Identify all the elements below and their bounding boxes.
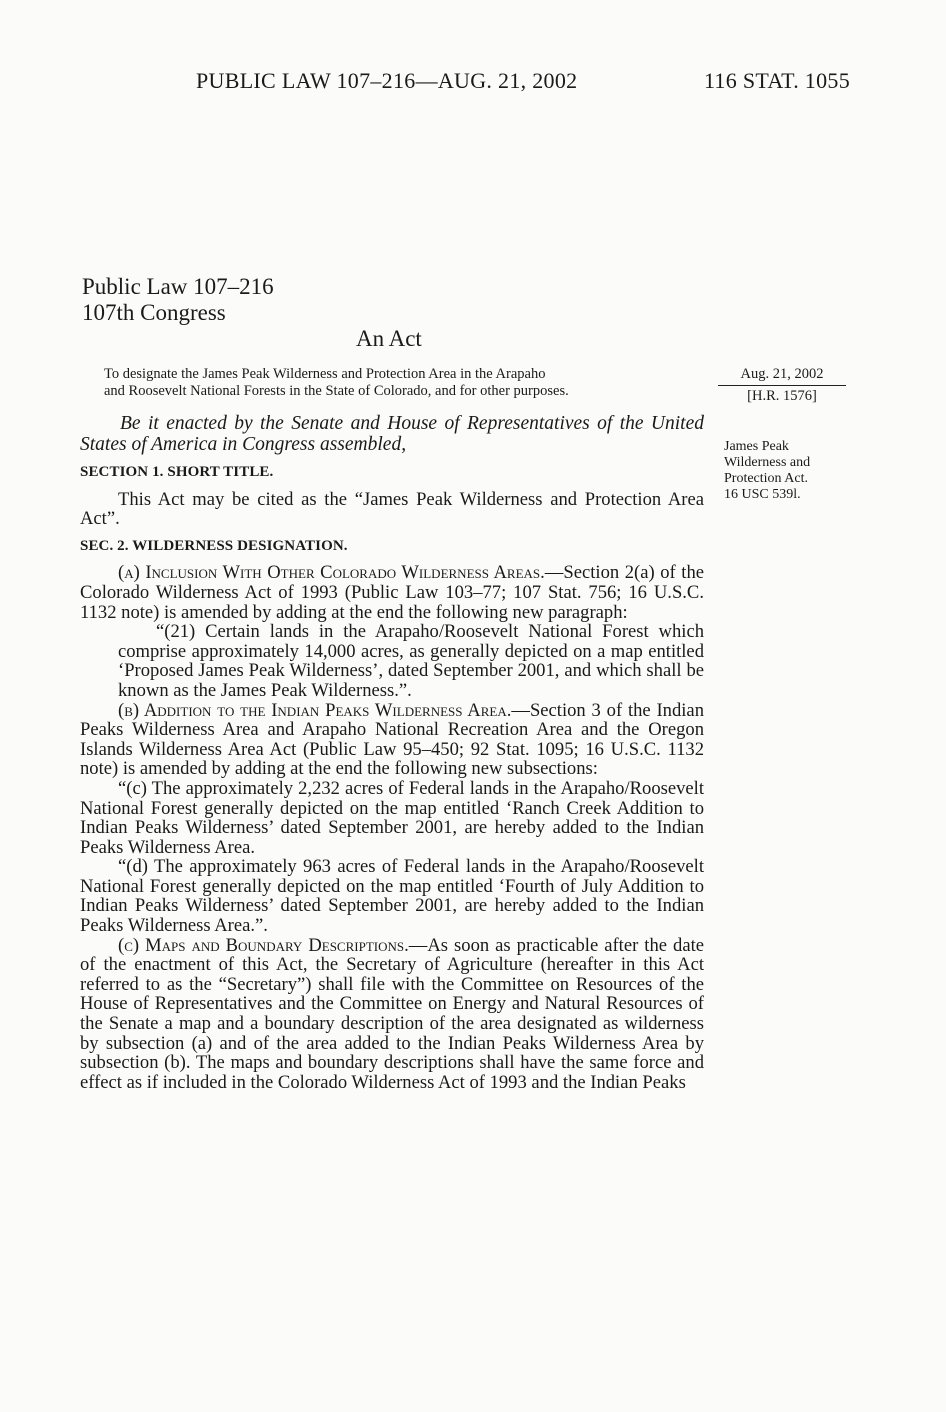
section-1-text: This Act may be cited as the “James Peak Wilderness and Protection Area Act”. bbox=[80, 488, 704, 530]
subsection-b bbox=[80, 701, 704, 779]
margin-note-line: Wilderness and bbox=[724, 455, 811, 470]
subsection-a-heading: (a) Inclusion With Other Colorado Wilderness Areas.— bbox=[118, 562, 564, 584]
bill-number: [H.R. 1576] bbox=[747, 388, 817, 404]
enactment-date: Aug. 21, 2002 bbox=[718, 366, 846, 386]
margin-note bbox=[724, 439, 844, 503]
section-1-heading: SECTION 1. SHORT TITLE. bbox=[80, 464, 274, 480]
subsection-b-heading: (b) Addition to the Indian Peaks Wilderness Area.— bbox=[118, 699, 530, 721]
public-law-number: Public Law 107–216 bbox=[82, 274, 274, 299]
running-head-stat-page: 116 STAT. 1055 bbox=[703, 68, 850, 93]
subsection-c-heading: (c) Maps and Boundary Descriptions.— bbox=[118, 934, 428, 956]
margin-date-block bbox=[718, 366, 846, 405]
subsection-c bbox=[80, 936, 704, 1093]
subsection-d-quote: “(d) The approximately 963 acres of Federal lands in the Arapaho/Roosevelt National Forest generally depicted on the map entitled ‘Fourth of July Addition to Indian Peaks Wilderness’ dated September 2001, are hereby added to the Indian Peaks Wilderness Area.”. bbox=[80, 856, 704, 937]
act-title: An Act bbox=[356, 326, 422, 351]
subsection-b-text: Section 3 of the Indian Peaks Wilderness Area and Arapaho National Recreation Area and the Oregon Islands Wilderness Area Act (Public Law 95–450; 92 Stat. 1095; 16 U.S.C. 1132 note) is amended by adding at the end the following new subsections: bbox=[80, 699, 704, 780]
law-identifier bbox=[82, 274, 274, 326]
congress-number: 107th Congress bbox=[82, 300, 226, 325]
margin-note-line: Protection Act. bbox=[724, 471, 808, 486]
subsection-a bbox=[80, 563, 704, 622]
purpose-statement bbox=[104, 366, 704, 400]
section-2-heading: SEC. 2. WILDERNESS DESIGNATION. bbox=[80, 537, 348, 554]
subsection-c-text: As soon as practicable after the date of the enactment of this Act, the Secretary of Agriculture (hereafter in this Act referred to as the “Secretary”) shall file with the Committee on Resources of the House of Representatives and the Committee on Energy and Natural Resources of the Senate a map and a boundary description of the area designated as wilderness by subsection (a) and of the area added to the Indian Peaks Wilderness Area by subsection (b). The maps and boundary descriptions shall have the same force and effect as if included in the Colorado Wilderness Act of 1993 and the Indian Peaks bbox=[80, 934, 704, 1093]
usc-citation: 16 USC 539l. bbox=[724, 487, 801, 502]
margin-note-line: James Peak bbox=[724, 439, 789, 454]
purpose-line-1: To designate the James Peak Wilderness and Protection Area in the Arapaho bbox=[104, 366, 546, 382]
subsection-c-quote: “(c) The approximately 2,232 acres of Federal lands in the Arapaho/Roosevelt National Forest generally depicted on the map entitled ‘Ranch Creek Addition to Indian Peaks Wilderness’ dated September 2001, are hereby added to the Indian Peaks Wilderness Area. bbox=[80, 777, 704, 858]
purpose-line-2: and Roosevelt National Forests in the State of Colorado, and for other purposes. bbox=[104, 383, 569, 399]
paragraph-21-quote: “(21) Certain lands in the Arapaho/Roosevelt National Forest which comprise approximately 14,000 acres, as generally depicted on a map entitled ‘Proposed James Peak Wilderness’, dated September 2001, and which shall be known as the James Peak Wilderness.”. bbox=[118, 621, 704, 701]
act-body bbox=[80, 413, 704, 1092]
subsection-a-text: Section 2(a) of the Colorado Wilderness Act of 1993 (Public Law 103–77; 107 Stat. 756; 16 U.S.C. 1132 note) is amended by adding at the end the following new paragraph: bbox=[80, 562, 705, 623]
running-head-citation: PUBLIC LAW 107–216—AUG. 21, 2002 bbox=[196, 68, 578, 93]
enacting-clause: Be it enacted by the Senate and House of Representatives of the United States of America in Congress assembled, bbox=[80, 413, 704, 455]
